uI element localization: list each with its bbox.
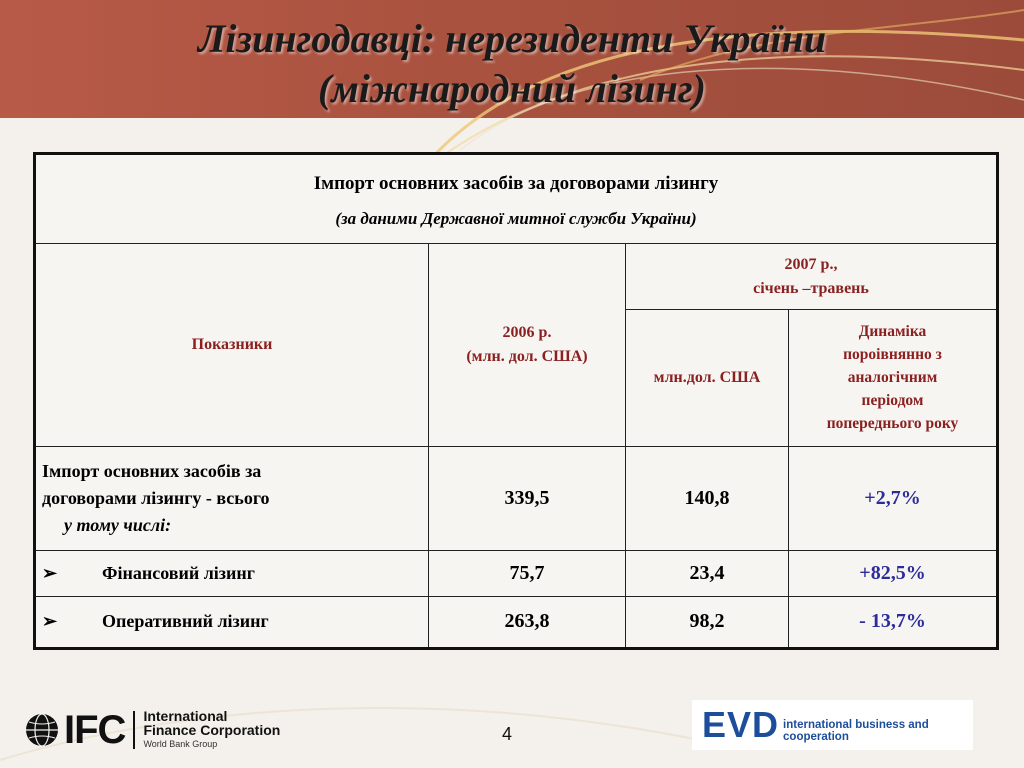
header-2006-unit: (млн. дол. США) bbox=[466, 347, 588, 365]
table-row-total bbox=[35, 446, 998, 550]
header-dynamics bbox=[789, 310, 998, 446]
table-caption-row bbox=[35, 154, 998, 244]
row-total-label-line-1: Імпорт основних засобів за bbox=[42, 460, 262, 481]
bullet-arrow-icon: ➢ bbox=[42, 562, 58, 583]
header-dynamics-line-4: періодом bbox=[861, 392, 924, 410]
table-row-operating bbox=[35, 596, 998, 648]
header-2007 bbox=[626, 244, 998, 310]
table-caption-source: (за даними Державної митної служби України) bbox=[335, 209, 697, 229]
header-dynamics-line-1: Динаміка bbox=[858, 323, 927, 341]
row-financial-2007: 23,4 bbox=[626, 550, 789, 596]
header-2007-year: 2007 р., bbox=[784, 255, 838, 273]
row-financial-2006: 75,7 bbox=[429, 550, 626, 596]
row-operating-dynamic: - 13,7% bbox=[789, 596, 998, 648]
header-2006-year: 2006 р. bbox=[502, 323, 552, 341]
ifc-text-line-3: World Bank Group bbox=[143, 739, 218, 749]
row-operating-2007: 98,2 bbox=[626, 596, 789, 648]
header-2007-period: січень –травень bbox=[753, 279, 869, 297]
evd-logo bbox=[692, 700, 973, 750]
evd-mark: EVD bbox=[702, 704, 780, 745]
row-operating-label-cell bbox=[35, 596, 429, 648]
ifc-divider bbox=[133, 711, 135, 749]
header-dynamics-line-2: пороівнянно з bbox=[843, 346, 942, 364]
evd-tagline: international business and cooperation bbox=[783, 719, 929, 743]
header-dynamics-line-3: аналогічним bbox=[847, 369, 938, 387]
row-total-2006: 339,5 bbox=[429, 446, 626, 550]
row-total-2007: 140,8 bbox=[626, 446, 789, 550]
row-total-sublabel: у тому числі: bbox=[64, 514, 172, 535]
row-total-dynamic: +2,7% bbox=[789, 446, 998, 550]
ifc-text-line-2: Finance Corporation bbox=[143, 722, 281, 738]
row-total-label bbox=[35, 446, 429, 550]
page-number: 4 bbox=[502, 724, 513, 744]
title-line-2: (міжнародний лізинг) bbox=[318, 66, 706, 111]
ifc-text-line-1: International bbox=[143, 708, 228, 724]
ifc-text bbox=[143, 709, 280, 751]
header-indicators: Показники bbox=[35, 244, 429, 446]
header-2006 bbox=[429, 244, 626, 446]
table-header-row-1 bbox=[35, 244, 998, 310]
slide-title bbox=[0, 14, 1024, 114]
table-caption-title: Імпорт основних засобів за договорами лізингу bbox=[313, 173, 719, 195]
row-financial-dynamic: +82,5% bbox=[789, 550, 998, 596]
ifc-mark: IFC bbox=[64, 707, 126, 752]
row-operating-label: Оперативний лізинг bbox=[102, 611, 269, 632]
ifc-logo bbox=[24, 708, 280, 752]
row-operating-2006: 263,8 bbox=[429, 596, 626, 648]
row-financial-label: Фінансовий лізинг bbox=[102, 562, 255, 583]
header-dynamics-line-5: попереднього року bbox=[826, 415, 959, 433]
header-2007-unit: млн.дол. США bbox=[626, 310, 789, 446]
bullet-arrow-icon: ➢ bbox=[42, 611, 58, 632]
row-financial-label-cell bbox=[35, 550, 429, 596]
globe-icon bbox=[24, 712, 60, 748]
row-total-label-line-2: договорами лізингу - всього bbox=[42, 487, 270, 508]
title-line-1: Лізингодавці: нерезиденти України bbox=[197, 16, 827, 61]
table-row-financial bbox=[35, 550, 998, 596]
table-caption-cell bbox=[35, 154, 998, 244]
leasing-import-table bbox=[33, 152, 999, 650]
